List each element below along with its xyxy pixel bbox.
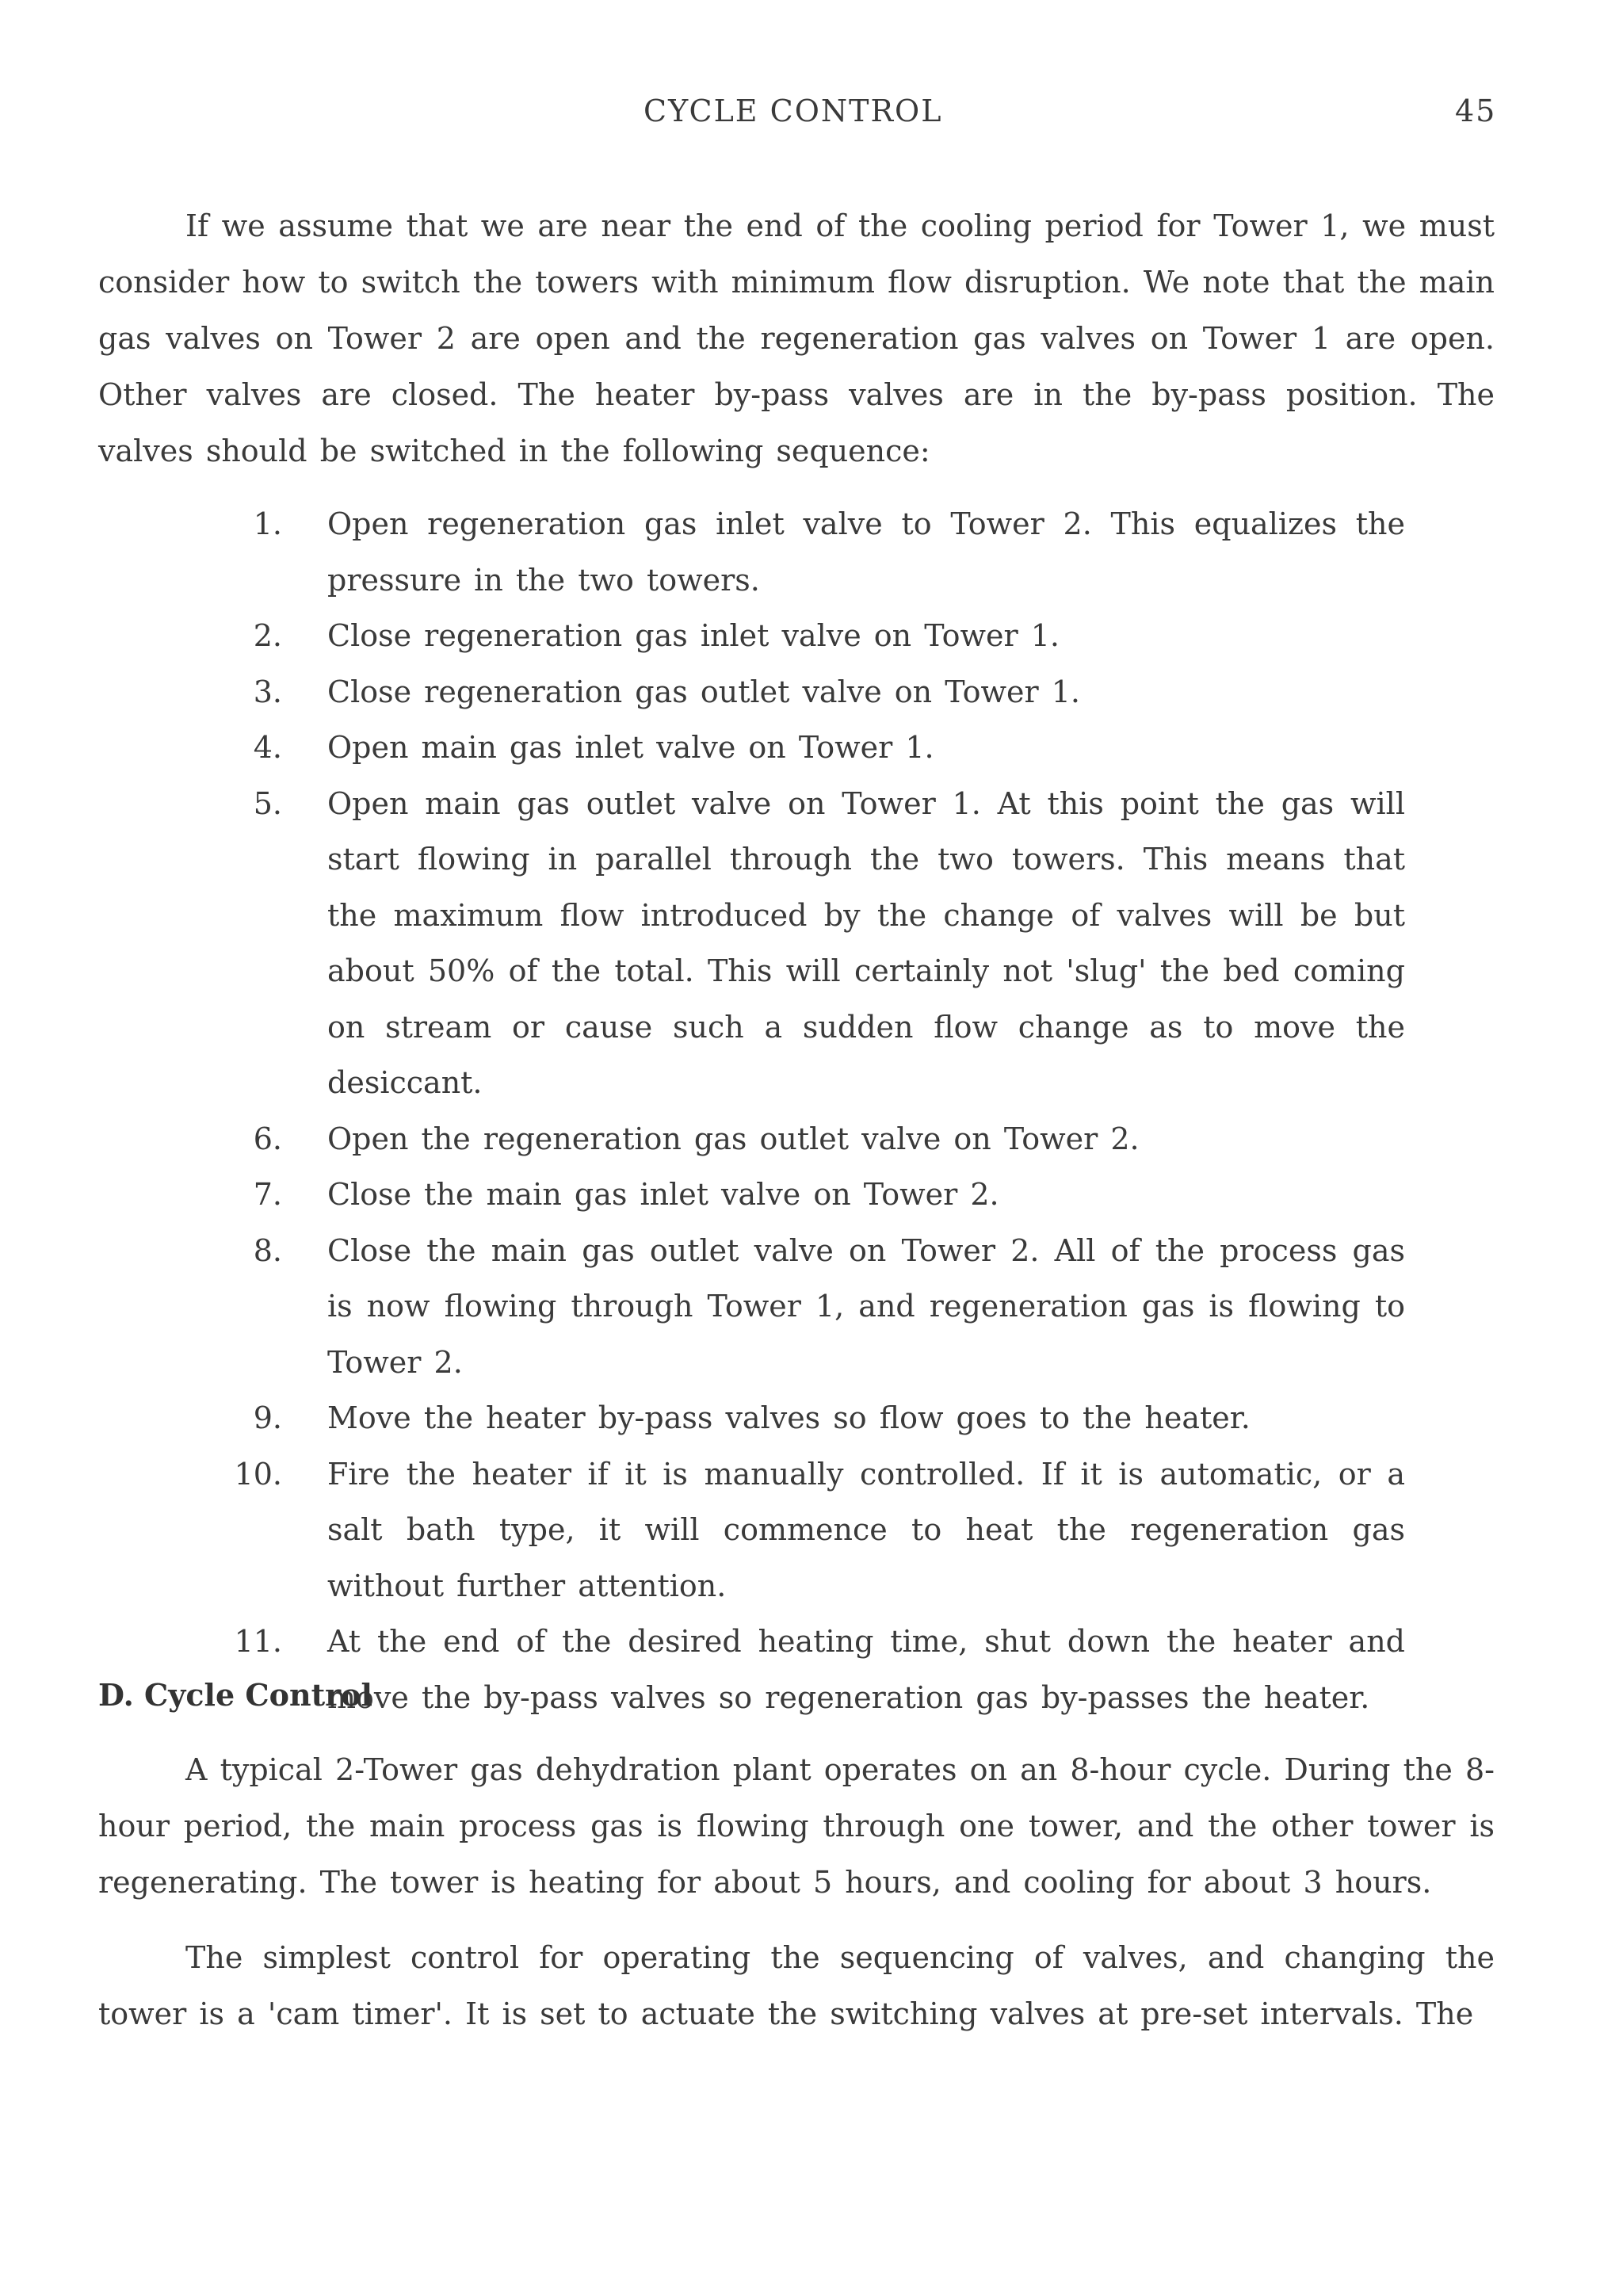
step-text: Open main gas outlet valve on Tower 1. At this point the gas will start flowing in parallel through the two towers. This means that the maximum flow introduced by the change of valves will be but about 50% of the total. This will certainly not 'slug' the bed coming on stream or cause such a sudden flow change as to move the desiccant. — [327, 785, 1405, 1100]
section-heading: D. Cycle Control — [98, 1677, 372, 1713]
step-number: 3. — [253, 674, 282, 709]
step-number: 4. — [253, 730, 282, 765]
step-text: Close regeneration gas inlet valve on Tower 1. — [327, 618, 1060, 653]
step-item — [0, 720, 1623, 776]
step-text: Open the regeneration gas outlet valve on Tower 2. — [327, 1121, 1140, 1156]
step-item — [0, 664, 1623, 720]
cycle-paragraph: A typical 2-Tower gas dehydration plant operates on an 8-hour cycle. During the 8-hour period, the main process gas is flowing through one tower, and the other tower is regenerating. The tower is heating for about 5 hours, and cooling for about 3 hours. — [98, 1752, 1495, 1900]
step-number: 6. — [253, 1121, 282, 1156]
step-item — [0, 1167, 1623, 1223]
step-number: 8. — [253, 1232, 282, 1268]
step-item — [0, 1111, 1623, 1167]
step-number: 1. — [253, 506, 282, 541]
valve-switching-steps — [0, 496, 1623, 1725]
step-item — [0, 1390, 1623, 1446]
intro-paragraph: If we assume that we are near the end of the cooling period for Tower 1, we must consider how to switch the towers with minimum flow disruption. We note that the main gas valves on Tower 2 are open and the regeneration gas valves on Tower 1 are open. Other valves are closed. The heater by-pass valves are in the by-pass position. The valves should be switched in the following sequence: — [98, 208, 1495, 468]
step-text: Move the heater by-pass valves so flow goes to the heater. — [327, 1400, 1251, 1435]
step-text: Close the main gas outlet valve on Tower 2. All of the process gas is now flowing through Tower 1, and regeneration gas is flowing to Tower 2. — [327, 1232, 1405, 1380]
step-text: At the end of the desired heating time, shut down the heater and move the by-pass valves so regeneration gas by-passes the heater. — [327, 1624, 1405, 1715]
step-number: 2. — [253, 618, 282, 653]
step-text: Open regeneration gas inlet valve to Tower 2. This equalizes the pressure in the two towers. — [327, 506, 1405, 598]
step-text: Close regeneration gas outlet valve on Tower 1. — [327, 674, 1080, 709]
step-number: 11. — [234, 1624, 282, 1659]
page-number: 45 — [1455, 94, 1497, 128]
step-item — [0, 496, 1623, 608]
running-title: CYCLE CONTROL — [643, 94, 943, 128]
step-number: 7. — [253, 1177, 282, 1212]
step-item — [0, 1223, 1623, 1391]
step-number: 9. — [253, 1400, 282, 1435]
step-text: Close the main gas inlet valve on Tower 2. — [327, 1177, 999, 1212]
step-item — [0, 1446, 1623, 1614]
step-text: Open main gas inlet valve on Tower 1. — [327, 730, 934, 765]
running-header — [0, 94, 1623, 133]
step-item — [0, 608, 1623, 664]
step-number: 5. — [253, 785, 282, 821]
cycle-paragraph: The simplest control for operating the sequencing of valves, and changing the tower is a 'cam timer'. It is set to actuate the switching valves at pre-set intervals. The — [98, 1940, 1495, 2031]
step-item — [0, 776, 1623, 1111]
step-text: Fire the heater if it is manually controlled. If it is automatic, or a salt bath type, it will commence to heat the regeneration gas without further attention. — [327, 1456, 1405, 1603]
step-number: 10. — [234, 1456, 282, 1492]
